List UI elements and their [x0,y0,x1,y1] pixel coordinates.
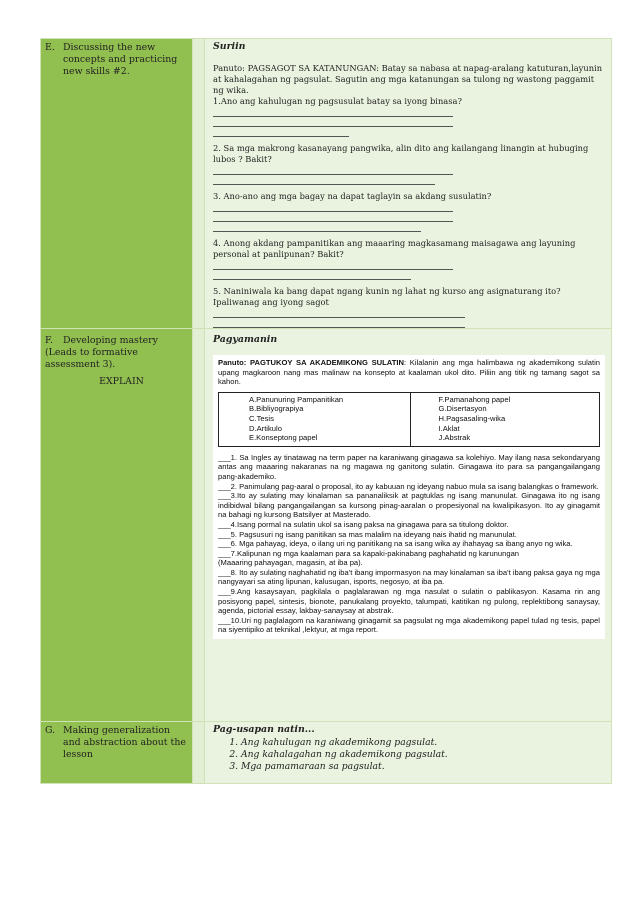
lesson-plan-page [40,38,612,784]
worksheet-item: ___10.Uri ng paglalagom na karaniwang ginagamit sa pagsulat ng mga akademikong papel tulad ng tesis, papel na siyentipiko at teknikal ,lektyur, at mga report. [218,615,600,635]
section-f-label-cell [41,329,193,722]
section-g-content-cell [205,722,612,784]
worksheet-item: ___6. Mga pahayag, ideya, o ilang uri ng panitikang na sa isang wika ay ihahayag sa ibang anyo ng wika. [218,539,573,549]
section-g-label-cell [41,722,193,784]
list-item: 3. Mga pamamaraan sa pagsulat. [241,761,605,773]
answer-lines[interactable] [213,260,453,280]
section-label-extra: (Leads to formative assessment 3). [45,347,138,370]
worksheet-item: ___9.Ang kasaysayan, pagkilala o paglalarawan ng mga nasulat o sulatin o pablikasyon. Kasama rin ang posisyong papel, sintesis, bionote, panukalang proyekto, talumpati, katitikan ng pulong, replektibong sanaysay, agenda, pictorial essay, lakbay-sanaysay at abstrak. [218,587,600,616]
instructions: Panuto: PAGSAGOT SA KATANUNGAN: Batay sa nabasa at napag-aralang katuturan,layunin at kahalagahan ng pagsulat. Sagutin ang mga katanungan sa tulong ng wastong paggamit ng wika. [213,63,603,95]
question-3: 3. Ano-ano ang mga bagay na dapat taglayin sa akdang susulatin? [213,191,492,201]
list-item: 1. Ang kahulugan ng akademikong pagsulat. [241,737,605,749]
generalization-list [213,737,605,773]
section-e-content-cell [205,39,612,329]
scanned-worksheet [213,355,605,639]
section-label: Developing mastery [63,335,158,346]
section-g-row [41,722,612,784]
choices-right: F.Pamanahong papel G.Disertasyon H.Pagsasaling-wika I.Aklat J.Abstrak [410,393,600,446]
worksheet-item: ___5. Pagsusuri ng isang panitikan sa mas malalim na ideyang nais ihatid ng manunulat. [218,529,517,539]
section-heading: Pag-usapan natin... [213,724,315,735]
question-5: 5. Naniniwala ka bang dapat ngang kunin ng lahat ng kurso ang asignaturang ito? Ipaliwanag ang iyong sagot [213,286,561,307]
worksheet-instructions: Panuto: PAGTUKOY SA AKADEMIKONG SULATIN: Kilalanin ang mga halimbawa ng akademikong sulatin upang magkaroon nang mas malinaw na konsepto at kaalaman ukol dito. Piliin ang titik ng tamang sagot sa kahon. [218,358,600,387]
worksheet-item: ___1. Sa Ingles ay tinatawag na term paper na karaniwang ginagawa sa kolehiyo. May ilang nasa sekondaryang antas ang maaaring nakaranas na ng magawa ng ganitong sulatin. Ginagawa ito para sa pangangailangang pang-akademiko. [218,452,600,481]
question-2: 2. Sa mga makrong kasanayang pangwika, alin dito ang kailangang linangin at hubuging lubos ? Bakit? [213,143,589,164]
section-e-row [41,39,612,329]
choices-left: A.Panunuring Pampanitikan B.Bibliyograpiya C.Tesis D.Artikulo E.Konseptong papel [249,394,344,443]
choices-box [218,392,600,447]
section-letter: G. [45,725,56,736]
section-heading: Pagyamanin [213,334,278,345]
explain-label: EXPLAIN [99,376,144,387]
worksheet-item: (Maaaring pahayagan, magasin, at iba pa). [218,558,363,568]
list-item: 2. Ang kahalagahan ng akademikong pagsulat. [241,749,605,761]
section-f-content-cell [205,329,612,722]
answer-lines[interactable] [213,107,453,137]
section-e-label-cell [41,39,193,329]
section-label: Discussing the new concepts and practicing new skills #2. [63,42,178,77]
answer-lines[interactable] [213,165,453,185]
worksheet-item: ___3.Ito ay sulating may kinalaman sa pananaliksik at pagtuklas ng isang manunulat. Ginagawa ito ng isang indibidwal bilang pangangailangan sa kursong pinag-aaralan o propesiyonal na kwalipikasyon. Ito ay ginagamit na bahagi ng kursong Batsilyer at Masterado. [218,491,600,520]
worksheet-item: ___8. Ito ay sulating naghahatid ng iba't ibang impormasyon na may kinalaman sa iba't ibang paksa gaya ng mga nangyayari sa ating lipunan, kalusugan, isports, negosyo, at iba pa. [218,567,600,587]
question-4: 4. Anong akdang pampanitikan ang maaaring magkasamang maisagawa ang layuning personal at panlipunan? Bakit? [213,238,576,259]
lesson-plan-table [40,38,612,784]
section-f-row [41,329,612,722]
answer-lines[interactable] [213,202,453,232]
question-1: 1.Ano ang kahulugan ng pagsusulat batay sa iyong binasa? [213,96,462,106]
worksheet-item: ___4.Isang pormal na sulatin ukol sa isang paksa na ginagawa para sa titulong doktor. [218,519,509,529]
section-heading: Suriin [213,41,246,52]
answer-lines[interactable] [213,308,465,328]
section-letter: E. [45,42,55,53]
section-label: Making generalization and abstraction about the lesson [63,725,186,760]
worksheet-item: ___2. Panimulang pag-aaral o proposal, ito ay kabuuan ng ideyang nabuo mula sa isang balangkas o framework. [218,481,599,491]
worksheet-item: ___7.Kalipunan ng mga kaalaman para sa kapaki-pakinabang paghahatid ng karunungan [218,548,520,558]
section-letter: F. [45,335,54,346]
